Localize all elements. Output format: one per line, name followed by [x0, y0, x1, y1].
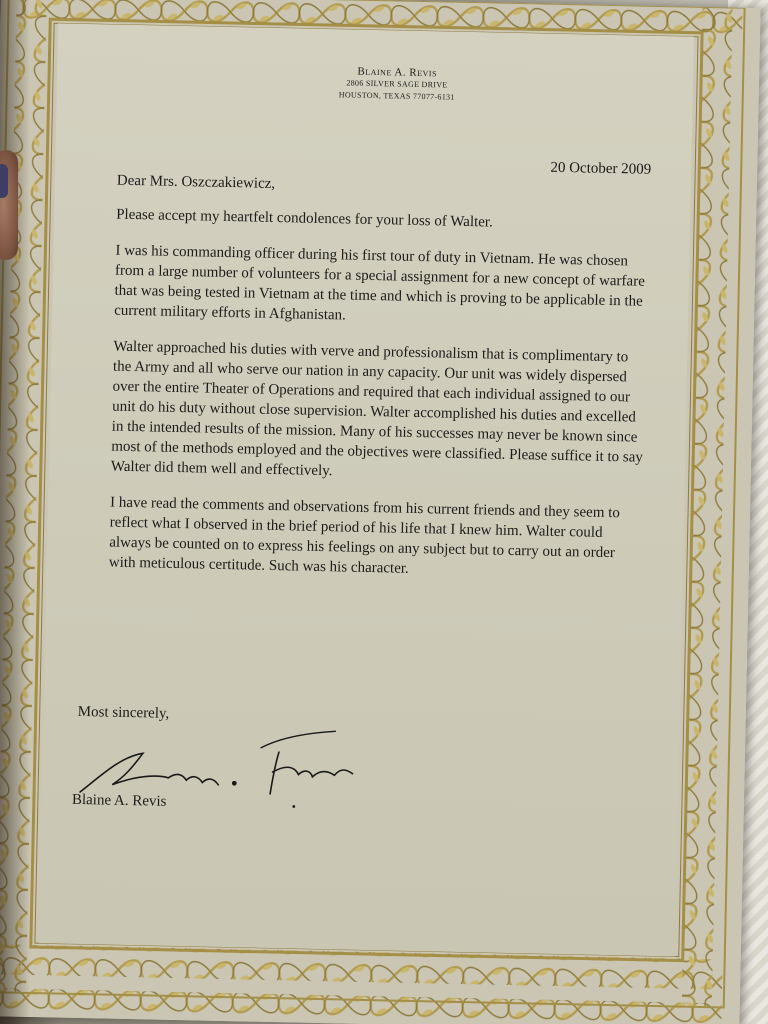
letterhead-name: Blaine A. Revis: [357, 65, 438, 80]
letter-date: 20 October 2009: [550, 159, 652, 178]
paragraph-1: Please accept my heartfelt condolences for your loss of Walter.: [116, 206, 493, 231]
paragraph-2: I was his commanding officer during his first tour of duty in Vietnam. He was chosen from a large number of volunteers for a special assignment for a new concept of warfare that was being tested in Vietnam at the time and which is proving to be applicable in the current military efforts in Afghanistan.: [113, 242, 645, 324]
letter-body: [108, 171, 651, 600]
paragraph-3: Walter approached his duties with verve and professionalism that is complimentary to the Army and all who serve our nation in any capacity. Our unit was widely dispersed over the entire Theater of Operations and required that each individual assigned to our unit do his duty without close supervision. Walter accomplished his duties and excelled in the intended results of the mission. Many of his successes may never be known since most of the methods employed and the objectives were classified. Please suffice it to say Walter did them well and effectively.: [110, 338, 644, 480]
letterhead-street: 2806 SILVER SAGE DRIVE: [346, 78, 448, 90]
fingernail: [0, 164, 8, 198]
letter-content-area: [39, 23, 694, 956]
greeting: Dear Mrs. Oszczakiewicz,: [116, 172, 276, 192]
closing: Most sincerely,: [77, 703, 170, 722]
signer-name: Blaine A. Revis: [71, 791, 167, 810]
letterhead-city: HOUSTON, TEXAS 77077-6131: [338, 90, 455, 102]
paragraph-4: I have read the comments and observations from his current friends and they seem to reflect what I observed in the brief period of his life that I knew him. Walter could always be counted on to express his feelings on any subject but to carry out an order with meticulous certitude. Such was his character.: [108, 494, 621, 577]
letterhead: [307, 65, 488, 105]
